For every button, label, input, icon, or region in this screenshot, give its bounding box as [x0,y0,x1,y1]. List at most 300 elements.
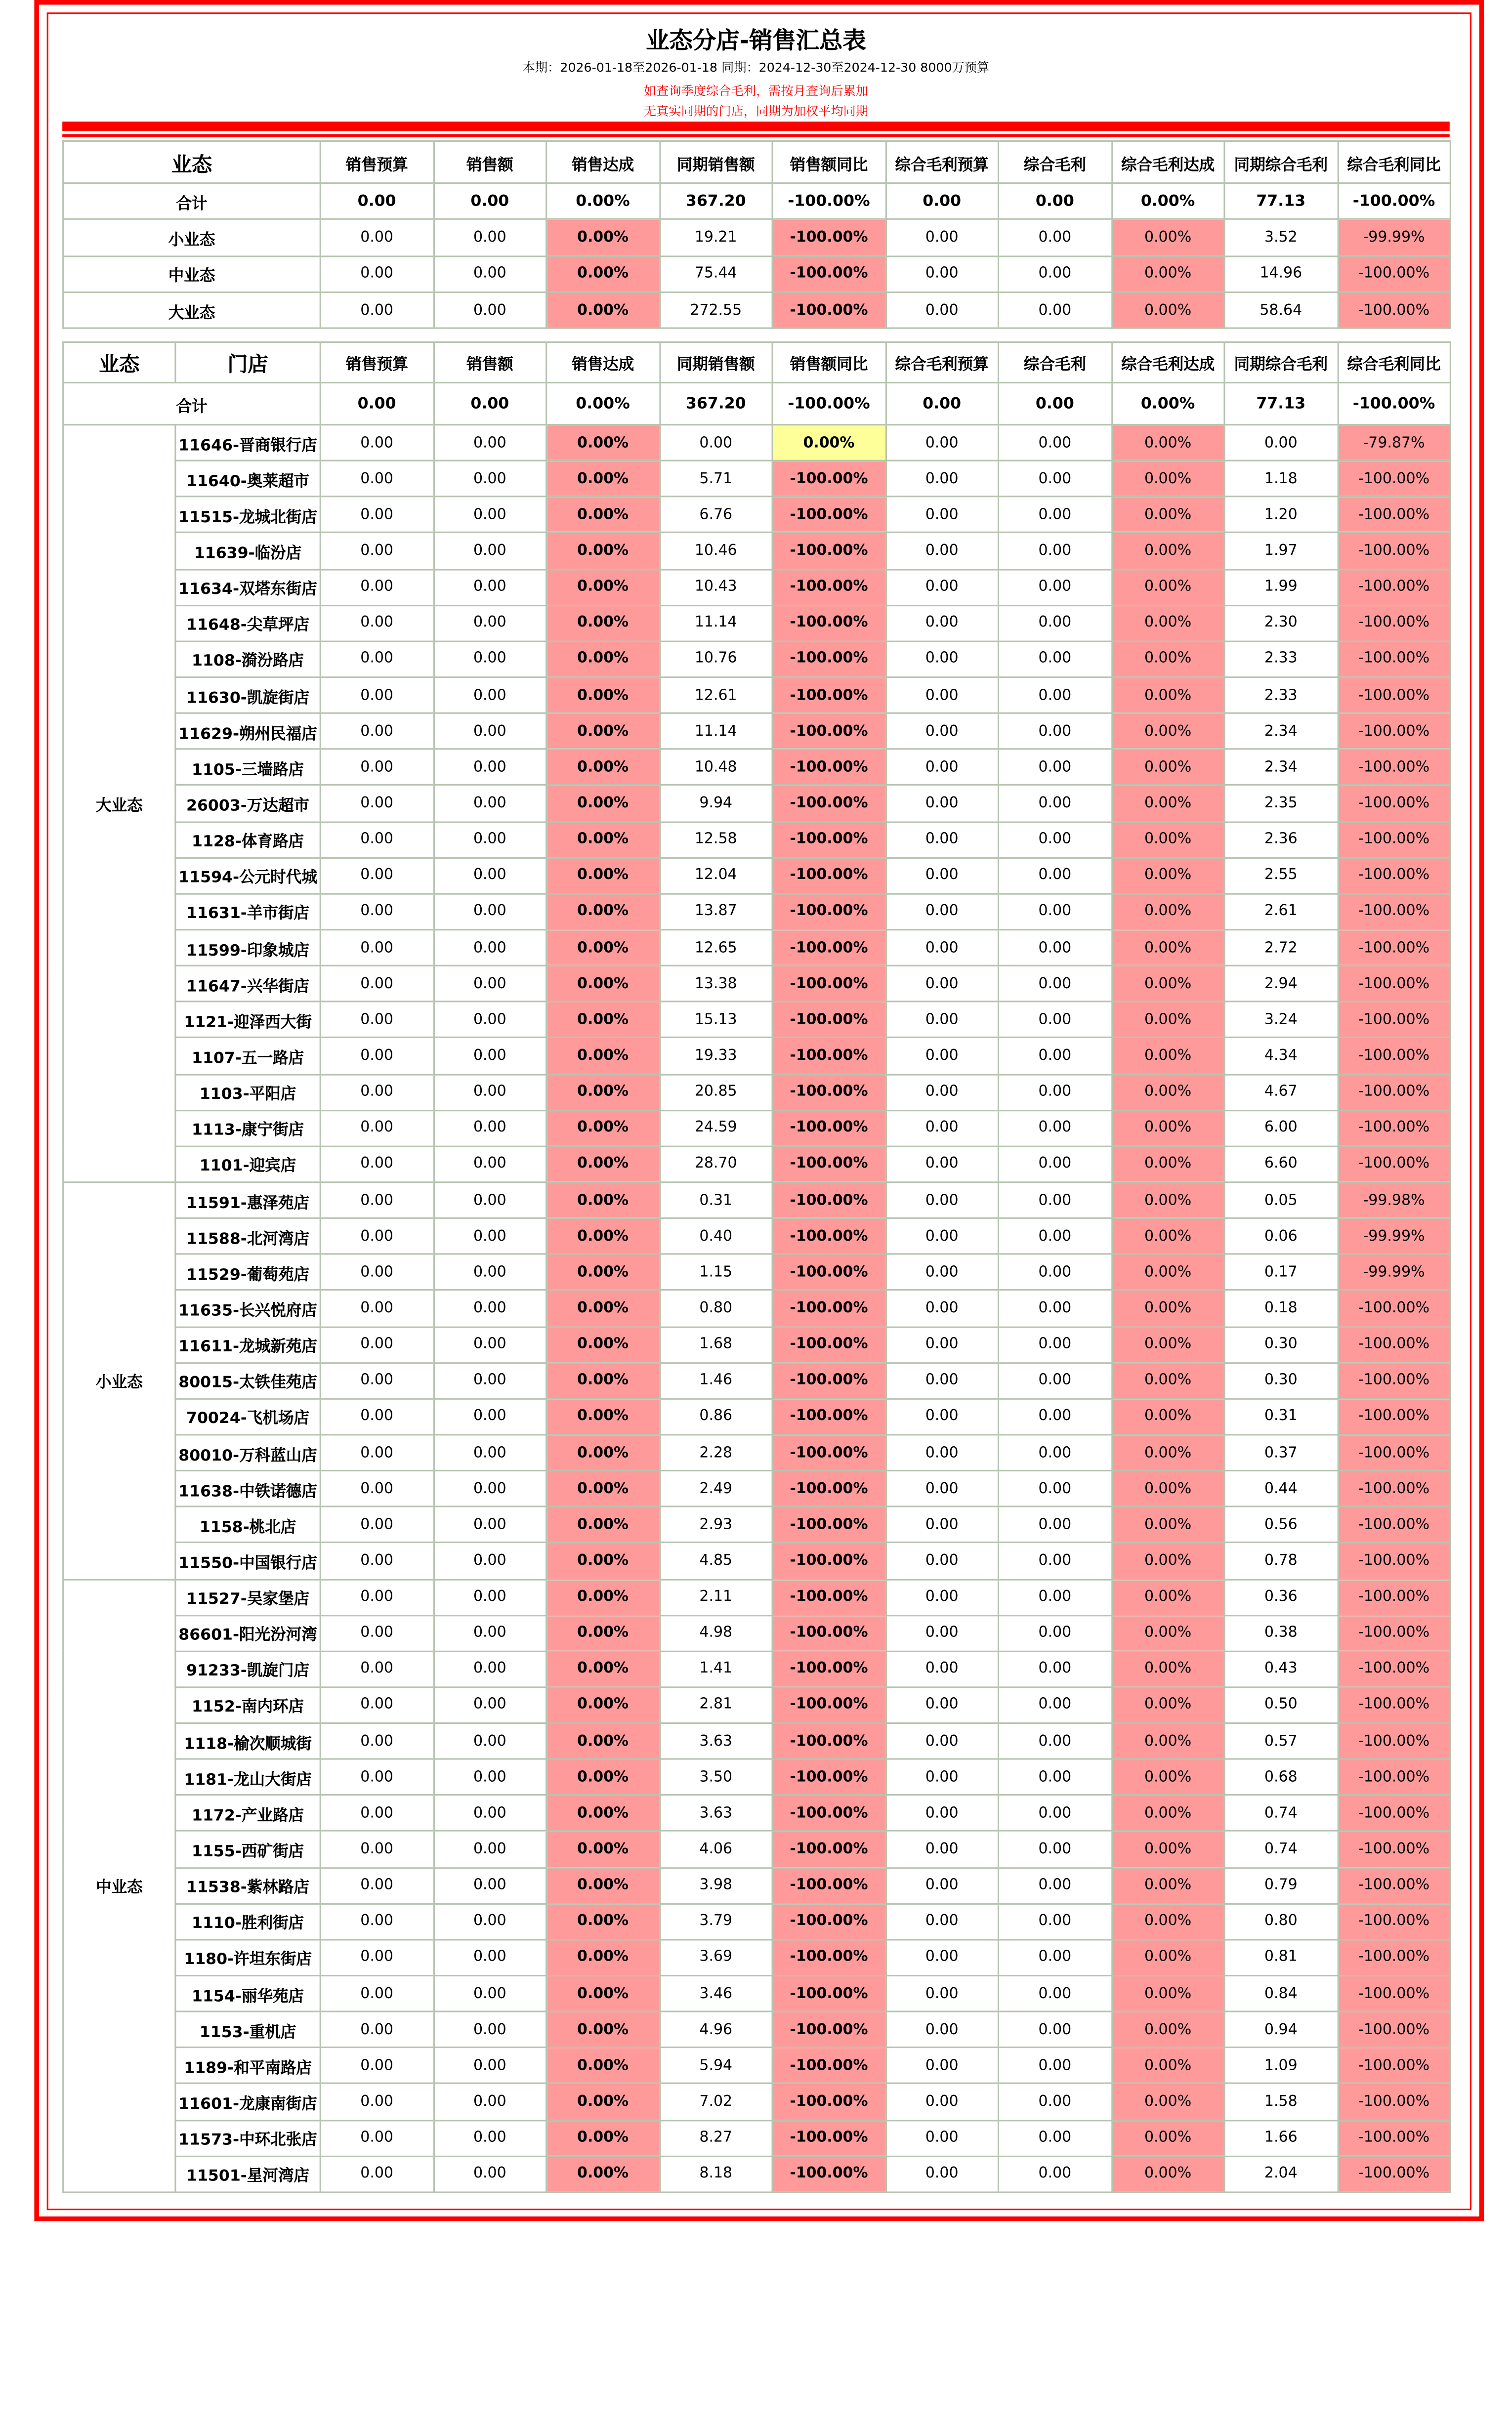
cell-sales: 0.00 [433,1327,546,1363]
row-label: 合计 [63,183,321,219]
cell-ly-gp: 0.56 [1224,1507,1338,1543]
cell-ly-sales: 4.96 [659,2012,772,2048]
cell-gp: 0.00 [999,858,1112,894]
column-header-gp: 综合毛利 [999,141,1112,183]
cell-gp-yoy: -100.00% [1338,1615,1451,1651]
cell-sales-achieve: 0.00% [546,966,660,1002]
cell-gp-achieve: 0.00% [1111,2048,1224,2084]
cell-gp-yoy: -100.00% [1338,1507,1451,1543]
store-name: 11638-中铁诺德店 [175,1471,320,1507]
cell-gp-achieve: 0.00% [1111,1687,1224,1723]
cell-sales-yoy: -100.00% [772,1002,885,1038]
cell-gp-yoy: -100.00% [1338,1399,1451,1435]
table-row [63,1363,1451,1399]
cell-ly-sales: 0.00 [659,425,772,461]
cell-gp-budget: 0.00 [885,497,999,533]
cell-ly-sales: 1.15 [659,1255,772,1291]
cell-budget: 0.00 [320,1868,433,1904]
table-row [63,1796,1451,1832]
cell-gp-yoy: -100.00% [1338,1723,1451,1759]
cell-sales-achieve: 0.00% [546,605,660,641]
cell-sales-yoy: -100.00% [772,786,885,822]
cell-budget: 0.00 [320,1074,433,1110]
header-format: 业态 [63,342,175,382]
store-name: 1118-榆次顺城街 [175,1723,320,1759]
cell-ly-sales: 0.80 [659,1291,772,1327]
table-row [63,1399,1451,1435]
cell-gp: 0.00 [999,1291,1112,1327]
store-name: 11550-中国银行店 [175,1543,320,1579]
table-row [63,1291,1451,1327]
cell-gp-budget: 0.00 [885,1976,999,2012]
cell-gp-yoy: -100.00% [1338,713,1451,750]
cell-gp: 0.00 [999,1146,1112,1182]
cell-gp-achieve: 0.00% [1111,786,1224,822]
cell-sales-achieve: 0.00% [546,858,660,894]
cell-gp-yoy: -99.99% [1338,1255,1451,1291]
table-row [63,605,1451,641]
table-row [63,425,1451,461]
cell-sales: 0.00 [433,1579,546,1615]
cell-gp: 0.00 [999,425,1112,461]
cell-gp-achieve: 0.00% [1111,1904,1224,1940]
cell-gp-budget: 0.00 [885,641,999,677]
row-label: 合计 [63,382,321,424]
cell-gp: 0.00 [999,2048,1112,2084]
cell-ly-gp: 0.74 [1224,1832,1338,1868]
cell-gp-budget: 0.00 [885,1723,999,1759]
store-name: 1152-南内环店 [175,1687,320,1723]
cell-sales: 0.00 [433,2084,546,2120]
cell-gp-yoy: -100.00% [1338,858,1451,894]
column-header-sales-yoy: 销售额同比 [772,342,885,382]
cell-gp-yoy: -100.00% [1338,894,1451,930]
cell-ly-gp: 0.50 [1224,1687,1338,1723]
cell-gp-achieve: 0.00% [1111,1074,1224,1110]
cell-sales-yoy: -100.00% [772,894,885,930]
cell-ly-gp: 2.36 [1224,822,1338,858]
cell-ly-sales: 11.14 [659,605,772,641]
cell-sales-achieve: 0.00% [546,219,660,255]
summary-table [62,140,1451,329]
cell-gp-budget: 0.00 [885,786,999,822]
cell-gp: 0.00 [999,1759,1112,1796]
cell-gp: 0.00 [999,894,1112,930]
cell-gp-budget: 0.00 [885,2120,999,2156]
cell-gp-yoy: -100.00% [1338,1471,1451,1507]
cell-ly-gp: 0.84 [1224,1976,1338,2012]
store-name: 1121-迎泽西大街 [175,1002,320,1038]
cell-sales: 0.00 [433,1435,546,1471]
cell-gp-achieve: 0.00% [1111,1543,1224,1579]
cell-sales: 0.00 [433,533,546,569]
cell-gp: 0.00 [999,641,1112,677]
cell-budget: 0.00 [320,677,433,713]
table-row [63,497,1451,533]
cell-sales-achieve: 0.00% [546,1904,660,1940]
cell-sales: 0.00 [433,1796,546,1832]
cell-ly-sales: 272.55 [659,292,772,328]
cell-gp-budget: 0.00 [885,1038,999,1074]
store-name: 11527-吴家堡店 [175,1579,320,1615]
cell-sales: 0.00 [433,1940,546,1976]
store-name: 1101-迎宾店 [175,1146,320,1182]
cell-gp-yoy: -100.00% [1338,183,1451,219]
cell-ly-sales: 19.21 [659,219,772,255]
cell-sales-achieve: 0.00% [546,894,660,930]
cell-gp-achieve: 0.00% [1111,1471,1224,1507]
store-name: 1154-丽华苑店 [175,1976,320,2012]
cell-sales-yoy: -100.00% [772,256,885,292]
cell-gp: 0.00 [999,461,1112,497]
cell-sales: 0.00 [433,1110,546,1146]
cell-budget: 0.00 [320,183,433,219]
cell-sales-achieve: 0.00% [546,1759,660,1796]
cell-ly-gp: 0.18 [1224,1291,1338,1327]
cell-ly-gp: 3.24 [1224,1002,1338,1038]
table-row [63,1038,1451,1074]
cell-sales-achieve: 0.00% [546,1832,660,1868]
cell-sales: 0.00 [433,1399,546,1435]
table-row [63,1435,1451,1471]
cell-sales: 0.00 [433,1976,546,2012]
detail-table [62,341,1451,2193]
cell-ly-gp: 0.05 [1224,1182,1338,1218]
cell-sales-achieve: 0.00% [546,497,660,533]
note-line-1: 如查询季度综合毛利，需按月查询后累加 [643,84,869,98]
store-name: 1105-三墙路店 [175,750,320,786]
cell-gp-budget: 0.00 [885,2084,999,2120]
store-name: 11573-中环北张店 [175,2120,320,2156]
cell-budget: 0.00 [320,1038,433,1074]
header-store: 门店 [175,342,320,382]
cell-gp-yoy: -99.99% [1338,219,1451,255]
cell-sales-achieve: 0.00% [546,1399,660,1435]
cell-sales-achieve: 0.00% [546,1976,660,2012]
column-header-gp-budget: 综合毛利预算 [885,342,999,382]
column-header-gp-yoy: 综合毛利同比 [1338,342,1451,382]
column-header-gp-budget: 综合毛利预算 [885,141,999,183]
cell-sales: 0.00 [433,1038,546,1074]
table-row [63,1868,1451,1904]
cell-ly-gp: 0.81 [1224,1940,1338,1976]
cell-ly-gp: 2.33 [1224,677,1338,713]
group-label: 大业态 [63,425,175,1182]
cell-gp-budget: 0.00 [885,2156,999,2192]
cell-gp: 0.00 [999,822,1112,858]
cell-ly-sales: 8.18 [659,2156,772,2192]
cell-gp-budget: 0.00 [885,1110,999,1146]
cell-gp: 0.00 [999,533,1112,569]
cell-gp: 0.00 [999,2156,1112,2192]
cell-sales-achieve: 0.00% [546,1471,660,1507]
cell-sales: 0.00 [433,219,546,255]
cell-sales-yoy: -100.00% [772,605,885,641]
cell-gp-budget: 0.00 [885,183,999,219]
cell-ly-gp: 2.55 [1224,858,1338,894]
cell-sales-yoy: -100.00% [772,1832,885,1868]
cell-sales-achieve: 0.00% [546,1723,660,1759]
cell-budget: 0.00 [320,1291,433,1327]
column-header-gp-achieve: 综合毛利达成 [1111,141,1224,183]
cell-ly-gp: 77.13 [1224,183,1338,219]
table-row [63,1651,1451,1687]
cell-gp-yoy: -100.00% [1338,1038,1451,1074]
cell-ly-gp: 2.34 [1224,713,1338,750]
cell-gp: 0.00 [999,1471,1112,1507]
cell-gp-achieve: 0.00% [1111,1038,1224,1074]
cell-budget: 0.00 [320,1146,433,1182]
cell-sales-yoy: -100.00% [772,1327,885,1363]
cell-ly-sales: 11.14 [659,713,772,750]
cell-budget: 0.00 [320,713,433,750]
cell-ly-sales: 1.68 [659,1327,772,1363]
cell-gp: 0.00 [999,569,1112,605]
table-row [63,822,1451,858]
cell-gp-achieve: 0.00% [1111,219,1224,255]
cell-gp: 0.00 [999,1218,1112,1255]
cell-sales-achieve: 0.00% [546,533,660,569]
cell-gp-budget: 0.00 [885,219,999,255]
store-name: 70024-飞机场店 [175,1399,320,1435]
cell-gp-achieve: 0.00% [1111,1796,1224,1832]
cell-gp-yoy: -99.98% [1338,1182,1451,1218]
cell-gp-achieve: 0.00% [1111,966,1224,1002]
cell-ly-gp: 1.09 [1224,2048,1338,2084]
group-label: 中业态 [63,1579,175,2192]
cell-gp-achieve: 0.00% [1111,1110,1224,1146]
cell-gp: 0.00 [999,1507,1112,1543]
cell-sales-achieve: 0.00% [546,1435,660,1471]
store-name: 11591-惠泽苑店 [175,1182,320,1218]
cell-ly-gp: 2.34 [1224,750,1338,786]
cell-gp-yoy: -100.00% [1338,1904,1451,1940]
cell-gp-budget: 0.00 [885,894,999,930]
store-name: 11640-奥莱超市 [175,461,320,497]
cell-ly-gp: 0.74 [1224,1796,1338,1832]
cell-ly-gp: 1.18 [1224,461,1338,497]
cell-sales: 0.00 [433,382,546,424]
cell-ly-gp: 0.43 [1224,1651,1338,1687]
cell-gp-yoy: -100.00% [1338,2084,1451,2120]
cell-budget: 0.00 [320,1687,433,1723]
table-row [63,750,1451,786]
cell-sales: 0.00 [433,1255,546,1291]
cell-budget: 0.00 [320,1976,433,2012]
store-name: 11515-龙城北街店 [175,497,320,533]
cell-gp-achieve: 0.00% [1111,1182,1224,1218]
cell-sales-yoy: -100.00% [772,1182,885,1218]
column-header-gp-achieve: 综合毛利达成 [1111,342,1224,382]
cell-gp-budget: 0.00 [885,1399,999,1435]
cell-gp: 0.00 [999,786,1112,822]
period-text: 本期：2026-01-18至2026-01-18 同期：2024-12-30至2024-12-30 8000万预算 [522,61,990,75]
cell-sales: 0.00 [433,894,546,930]
cell-sales: 0.00 [433,1002,546,1038]
cell-sales-yoy: -100.00% [772,858,885,894]
cell-ly-gp: 6.00 [1224,1110,1338,1146]
store-name: 1180-许坦东街店 [175,1940,320,1976]
cell-sales: 0.00 [433,713,546,750]
cell-gp-yoy: -100.00% [1338,641,1451,677]
cell-gp-budget: 0.00 [885,533,999,569]
column-header-ly-sales: 同期销售额 [659,342,772,382]
cell-ly-sales: 13.87 [659,894,772,930]
column-header-ly-gp: 同期综合毛利 [1224,342,1338,382]
store-name: 11601-龙康南街店 [175,2084,320,2120]
cell-ly-gp: 4.34 [1224,1038,1338,1074]
cell-gp-achieve: 0.00% [1111,930,1224,966]
cell-budget: 0.00 [320,2012,433,2048]
cell-gp: 0.00 [999,966,1112,1002]
cell-gp-achieve: 0.00% [1111,605,1224,641]
cell-sales: 0.00 [433,750,546,786]
cell-ly-sales: 0.40 [659,1218,772,1255]
table-row [63,1471,1451,1507]
cell-gp-budget: 0.00 [885,1471,999,1507]
cell-sales-yoy: -100.00% [772,382,885,424]
cell-sales-yoy: -100.00% [772,1291,885,1327]
store-name: 11646-晋商银行店 [175,425,320,461]
cell-gp-budget: 0.00 [885,1435,999,1471]
cell-sales: 0.00 [433,461,546,497]
cell-gp-achieve: 0.00% [1111,1507,1224,1543]
store-name: 1110-胜利街店 [175,1904,320,1940]
cell-gp: 0.00 [999,183,1112,219]
cell-budget: 0.00 [320,858,433,894]
cell-sales-achieve: 0.00% [546,930,660,966]
cell-sales-achieve: 0.00% [546,1796,660,1832]
cell-sales-achieve: 0.00% [546,677,660,713]
cell-gp: 0.00 [999,1976,1112,2012]
cell-sales: 0.00 [433,425,546,461]
cell-ly-gp: 3.52 [1224,219,1338,255]
cell-gp: 0.00 [999,1868,1112,1904]
cell-sales: 0.00 [433,966,546,1002]
cell-gp-budget: 0.00 [885,713,999,750]
cell-ly-sales: 4.98 [659,1615,772,1651]
table-row [63,256,1451,292]
cell-sales: 0.00 [433,822,546,858]
cell-sales-achieve: 0.00% [546,2120,660,2156]
cell-gp-budget: 0.00 [885,1507,999,1543]
cell-gp-budget: 0.00 [885,1904,999,1940]
cell-gp-yoy: -100.00% [1338,2048,1451,2084]
cell-ly-sales: 10.46 [659,533,772,569]
cell-budget: 0.00 [320,1796,433,1832]
cell-sales-achieve: 0.00% [546,750,660,786]
cell-gp-yoy: -100.00% [1338,1291,1451,1327]
cell-gp-budget: 0.00 [885,382,999,424]
cell-gp-yoy: -100.00% [1338,822,1451,858]
cell-budget: 0.00 [320,1651,433,1687]
cell-ly-gp: 2.72 [1224,930,1338,966]
cell-sales: 0.00 [433,1507,546,1543]
cell-gp-budget: 0.00 [885,750,999,786]
cell-gp-budget: 0.00 [885,1255,999,1291]
cell-ly-sales: 2.81 [659,1687,772,1723]
cell-ly-sales: 3.98 [659,1868,772,1904]
store-name: 11635-长兴悦府店 [175,1291,320,1327]
cell-sales-yoy: -100.00% [772,1218,885,1255]
cell-gp: 0.00 [999,1832,1112,1868]
cell-gp: 0.00 [999,497,1112,533]
cell-gp-achieve: 0.00% [1111,569,1224,605]
cell-sales: 0.00 [433,1218,546,1255]
cell-sales-achieve: 0.00% [546,1687,660,1723]
cell-gp: 0.00 [999,1182,1112,1218]
cell-sales-achieve: 0.00% [546,1651,660,1687]
cell-gp: 0.00 [999,1940,1112,1976]
table-row [63,1182,1451,1218]
cell-ly-sales: 2.93 [659,1507,772,1543]
cell-ly-gp: 0.38 [1224,1615,1338,1651]
cell-gp: 0.00 [999,1038,1112,1074]
cell-gp-yoy: -100.00% [1338,1687,1451,1723]
cell-gp-achieve: 0.00% [1111,2156,1224,2192]
row-label: 小业态 [63,219,321,255]
cell-ly-gp: 1.66 [1224,2120,1338,2156]
cell-budget: 0.00 [320,1110,433,1146]
cell-gp-yoy: -100.00% [1338,966,1451,1002]
table-row [63,1976,1451,2012]
cell-sales-yoy: -100.00% [772,966,885,1002]
row-label: 中业态 [63,256,321,292]
cell-budget: 0.00 [320,966,433,1002]
store-name: 11647-兴华街店 [175,966,320,1002]
cell-sales: 0.00 [433,1651,546,1687]
column-header-sales: 销售额 [433,342,546,382]
cell-gp-budget: 0.00 [885,1832,999,1868]
cell-sales-yoy: -100.00% [772,569,885,605]
cell-sales-yoy: -100.00% [772,1435,885,1471]
cell-budget: 0.00 [320,533,433,569]
store-name: 11538-紫林路店 [175,1868,320,1904]
cell-gp: 0.00 [999,1110,1112,1146]
cell-ly-sales: 10.76 [659,641,772,677]
cell-sales-yoy: -100.00% [772,822,885,858]
cell-sales-yoy: -100.00% [772,2048,885,2084]
cell-gp-achieve: 0.00% [1111,1002,1224,1038]
cell-sales: 0.00 [433,1543,546,1579]
cell-sales-achieve: 0.00% [546,256,660,292]
cell-sales-yoy: -100.00% [772,533,885,569]
cell-ly-sales: 4.06 [659,1832,772,1868]
cell-budget: 0.00 [320,1723,433,1759]
store-name: 80010-万科蓝山店 [175,1435,320,1471]
cell-sales-yoy: -100.00% [772,2156,885,2192]
cell-gp-budget: 0.00 [885,2012,999,2048]
cell-gp-yoy: -100.00% [1338,1435,1451,1471]
cell-gp-budget: 0.00 [885,1651,999,1687]
cell-gp-yoy: -100.00% [1338,750,1451,786]
cell-gp-budget: 0.00 [885,1940,999,1976]
cell-gp-yoy: -100.00% [1338,1146,1451,1182]
cell-ly-sales: 367.20 [659,382,772,424]
cell-budget: 0.00 [320,1002,433,1038]
cell-gp-achieve: 0.00% [1111,1615,1224,1651]
cell-gp-achieve: 0.00% [1111,1146,1224,1182]
cell-sales-achieve: 0.00% [546,292,660,328]
table-row [63,1074,1451,1110]
cell-ly-gp: 77.13 [1224,382,1338,424]
cell-ly-sales: 3.63 [659,1723,772,1759]
cell-ly-sales: 12.65 [659,930,772,966]
cell-gp-achieve: 0.00% [1111,461,1224,497]
cell-ly-sales: 367.20 [659,183,772,219]
store-name: 1113-康宁街店 [175,1110,320,1146]
cell-ly-gp: 2.61 [1224,894,1338,930]
